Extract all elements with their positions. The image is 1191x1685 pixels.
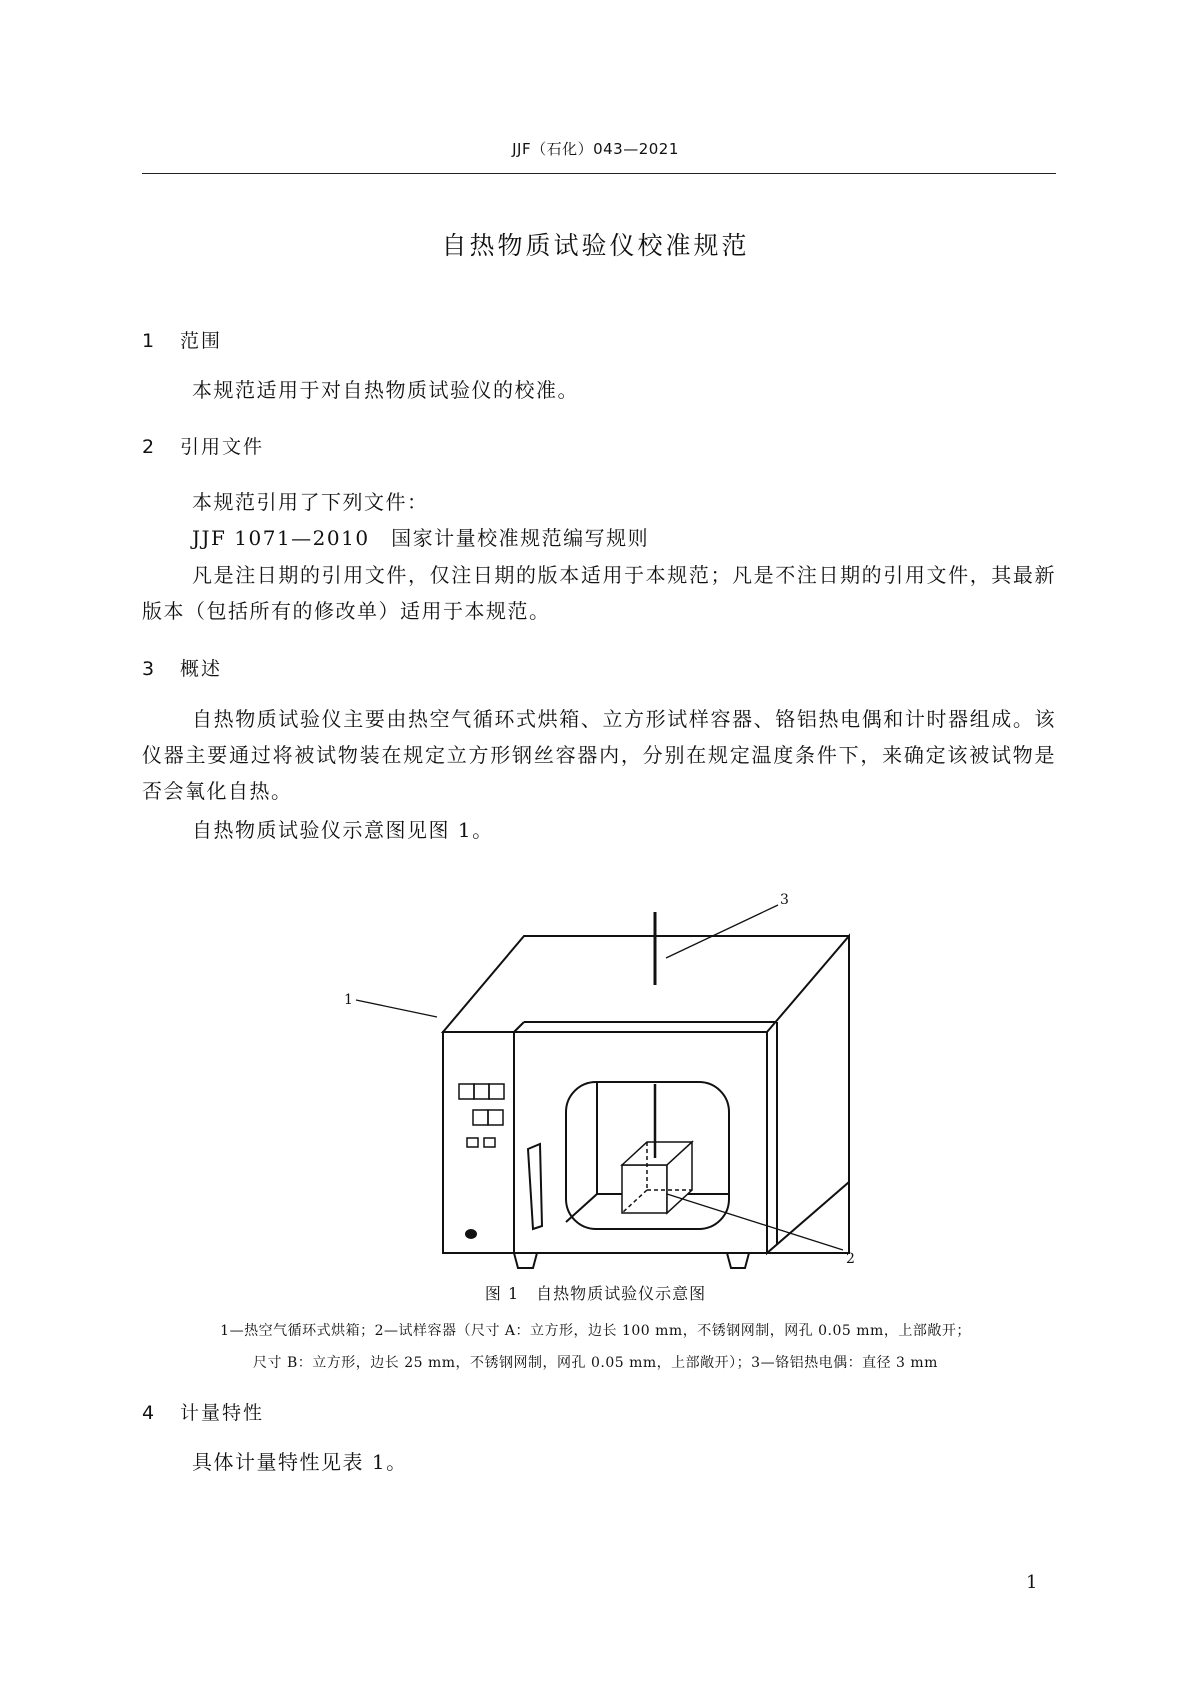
indicator-dot <box>465 1229 477 1239</box>
paragraph-characteristics: 具体计量特性见表 1。 <box>192 1450 408 1474</box>
oven-foot <box>514 1253 537 1268</box>
label-3: 3 <box>780 892 789 908</box>
figure-legend-line-1: 1—热空气循环式烘箱；2—试样容器（尺寸 A：立方形，边长 100 mm，不锈钢网制，网孔 0.05 mm，上部敞开； <box>220 1323 971 1339</box>
reference-item: JJF 1071—2010 国家计量校准规范编写规则 <box>192 526 650 550</box>
section-title: 计量特性 <box>180 1402 265 1424</box>
section-heading-1 <box>142 326 222 353</box>
leader-line-1 <box>356 1000 437 1017</box>
document-code-header: JJF（石化）043—2021 <box>512 140 679 158</box>
section-title: 范围 <box>180 330 223 352</box>
leader-line-3 <box>666 905 778 958</box>
header-rule <box>142 173 1056 174</box>
figure-caption: 图 1 自热物质试验仪示意图 <box>484 1284 707 1303</box>
oven-foot <box>727 1253 749 1268</box>
section-heading-4 <box>142 1398 264 1425</box>
label-1: 1 <box>344 992 353 1008</box>
paragraph-scope: 本规范适用于对自热物质试验仪的校准。 <box>192 378 579 402</box>
section-heading-3 <box>142 654 222 681</box>
section-number: 2 <box>142 436 157 458</box>
document-title: 自热物质试验仪校准规范 <box>441 231 750 260</box>
figure-legend-line-2: 尺寸 B：立方形，边长 25 mm，不锈钢网制，网孔 0.05 mm，上部敞开）；3—铬铝热电偶：直径 3 mm <box>253 1355 938 1371</box>
section-number: 4 <box>142 1402 157 1424</box>
paragraph-overview: 自热物质试验仪主要由热空气循环式烘箱、立方形试样容器、铬铝热电偶和计时器组成。该仪器主要通过将被试物装在规定立方形钢丝容器内，分别在规定温度条件下，来确定该被试物是否会氧化自热。 <box>142 707 1056 803</box>
door-edge <box>514 1022 524 1032</box>
paragraph-references-rule: 凡是注日期的引用文件，仅注日期的版本适用于本规范；凡是不注日期的引用文件，其最新版本（包括所有的修改单）适用于本规范。 <box>142 563 1056 623</box>
section-number: 3 <box>142 658 157 680</box>
section-heading-2 <box>142 432 264 459</box>
oven-schematic-figure <box>330 880 870 1280</box>
page-number: 1 <box>1026 1572 1038 1593</box>
label-2: 2 <box>846 1251 855 1267</box>
section-title: 引用文件 <box>180 436 265 458</box>
section-number: 1 <box>142 330 157 352</box>
paragraph-figure-reference: 自热物质试验仪示意图见图 1。 <box>192 818 494 842</box>
section-title: 概述 <box>180 658 223 680</box>
paragraph-references-intro: 本规范引用了下列文件： <box>192 490 429 514</box>
